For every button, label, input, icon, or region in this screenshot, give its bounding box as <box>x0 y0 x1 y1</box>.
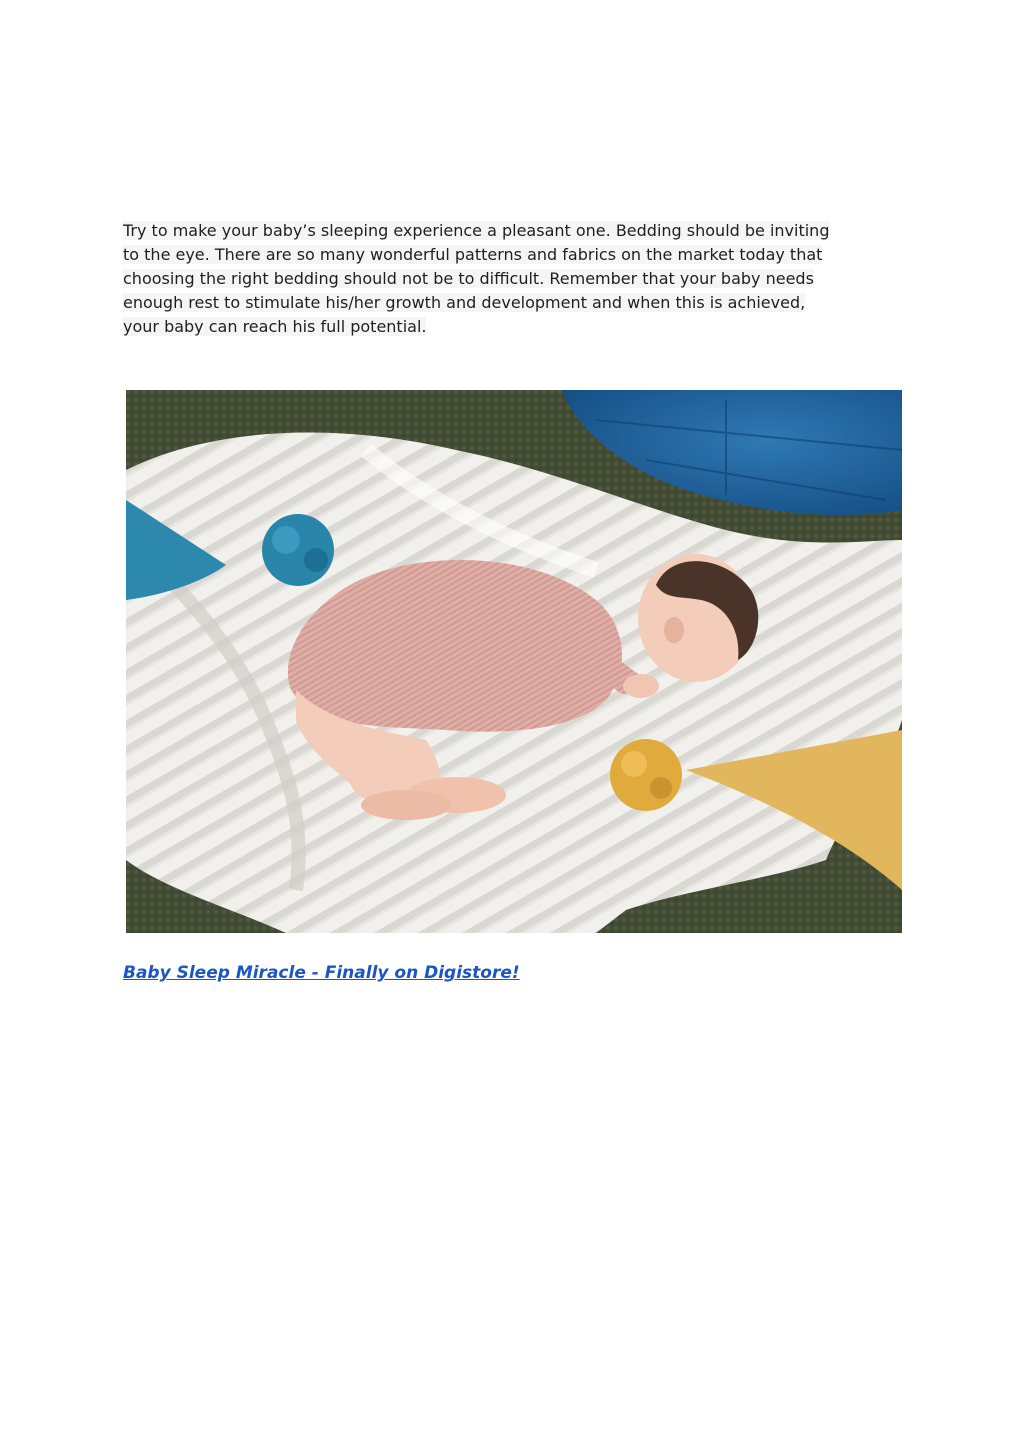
paragraph-line: your baby can reach his full potential. <box>123 317 427 336</box>
paragraph-line: enough rest to stimulate his/her growth and development and when this is achieved, <box>123 293 806 312</box>
paragraph-line: choosing the right bedding should not be to difficult. Remember that your baby needs <box>123 269 814 288</box>
baby-sleeping-photo <box>126 390 902 933</box>
promo-link[interactable]: Baby Sleep Miracle - Finally on Digistore! <box>123 963 520 983</box>
paragraph-line: Try to make your baby’s sleeping experience a pleasant one. Bedding should be inviting <box>123 221 830 240</box>
paragraph-line: to the eye. There are so many wonderful patterns and fabrics on the market today that <box>123 245 823 264</box>
body-paragraph <box>123 219 903 339</box>
